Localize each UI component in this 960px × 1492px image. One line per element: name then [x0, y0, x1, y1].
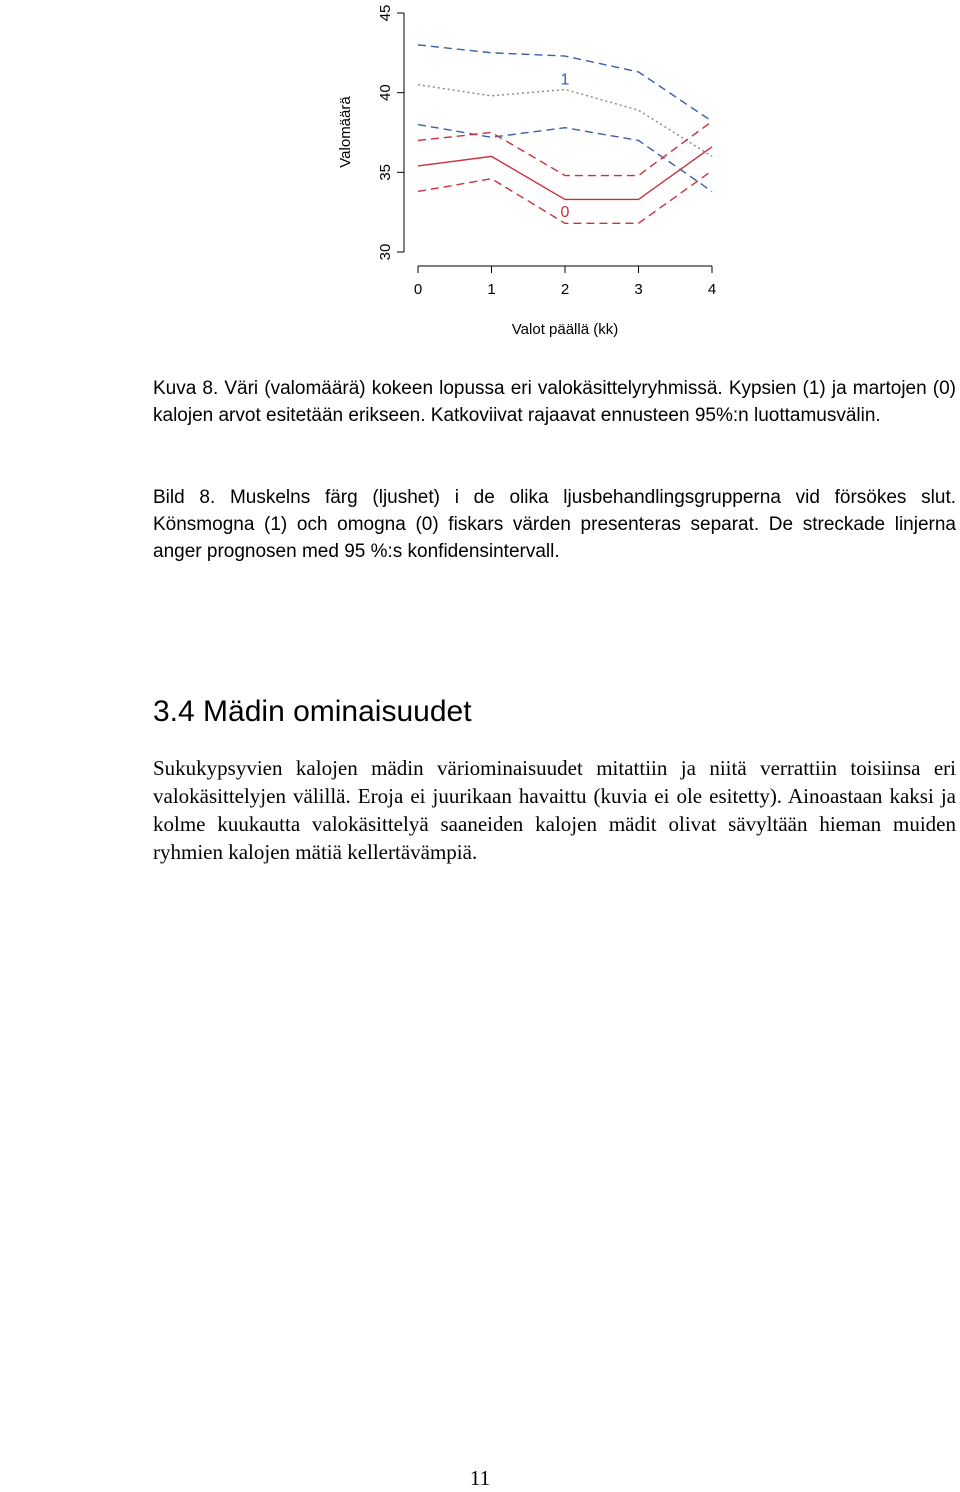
- y-tick-label: 30: [377, 243, 394, 261]
- chart-axes: [377, 5, 716, 298]
- figure-chart: [0, 0, 960, 345]
- series-line-4: [418, 121, 712, 175]
- page-number: 11: [469, 1466, 491, 1490]
- series-label-1: 0: [560, 203, 570, 221]
- series-label-0: 1: [560, 71, 570, 89]
- series-line-3: [418, 147, 712, 200]
- x-tick-label: 4: [707, 281, 717, 298]
- x-tick-label: 2: [560, 281, 570, 298]
- x-tick-label: 1: [487, 281, 496, 298]
- y-axis-label: Valomäärä: [337, 96, 354, 168]
- x-axis-label: Valot päällä (kk): [511, 321, 619, 338]
- figure-caption-swedish: Bild 8. Muskelns färg (ljushet) i de olika ljusbehandlingsgrupperna vid försökes slut. Könsmogna (1) och omogna (0) fiskars värden presenteras separat. De streckade linjerna anger prognosen med 95 %:s konfidensintervall.: [153, 487, 956, 562]
- series-line-0: [418, 85, 712, 157]
- y-tick-label: 35: [377, 163, 394, 181]
- x-tick-label: 0: [413, 281, 423, 298]
- body-paragraph: Sukukypsyvien kalojen mädin väriominaisuudet mitattiin ja niitä verrattiin toisiinsa eri valokäsittelyjen välillä. Eroja ei juurikaan havaittu (kuvia ei ole esitetty). Ainoastaan kaksi ja kolme kuukautta valokäsittelyä saaneiden kalojen mädit olivat sävyltään hieman muiden ryhmien kalojen mätiä kellertävämpiä.: [153, 756, 956, 864]
- x-tick-label: 3: [634, 281, 643, 298]
- series-line-2: [418, 125, 712, 192]
- section-heading: 3.4 Mädin ominaisuudet: [153, 695, 472, 728]
- y-tick-label: 45: [377, 4, 394, 22]
- chart-labels: [561, 72, 570, 221]
- figure-caption-finnish: Kuva 8. Väri (valomäärä) kokeen lopussa eri valokäsittelyryhmissä. Kypsien (1) ja martojen (0) kalojen arvot esitetään erikseen. Katkoviivat rajaavat ennusteen 95%:n luottamusvälin.: [153, 378, 956, 426]
- y-tick-label: 40: [377, 84, 394, 102]
